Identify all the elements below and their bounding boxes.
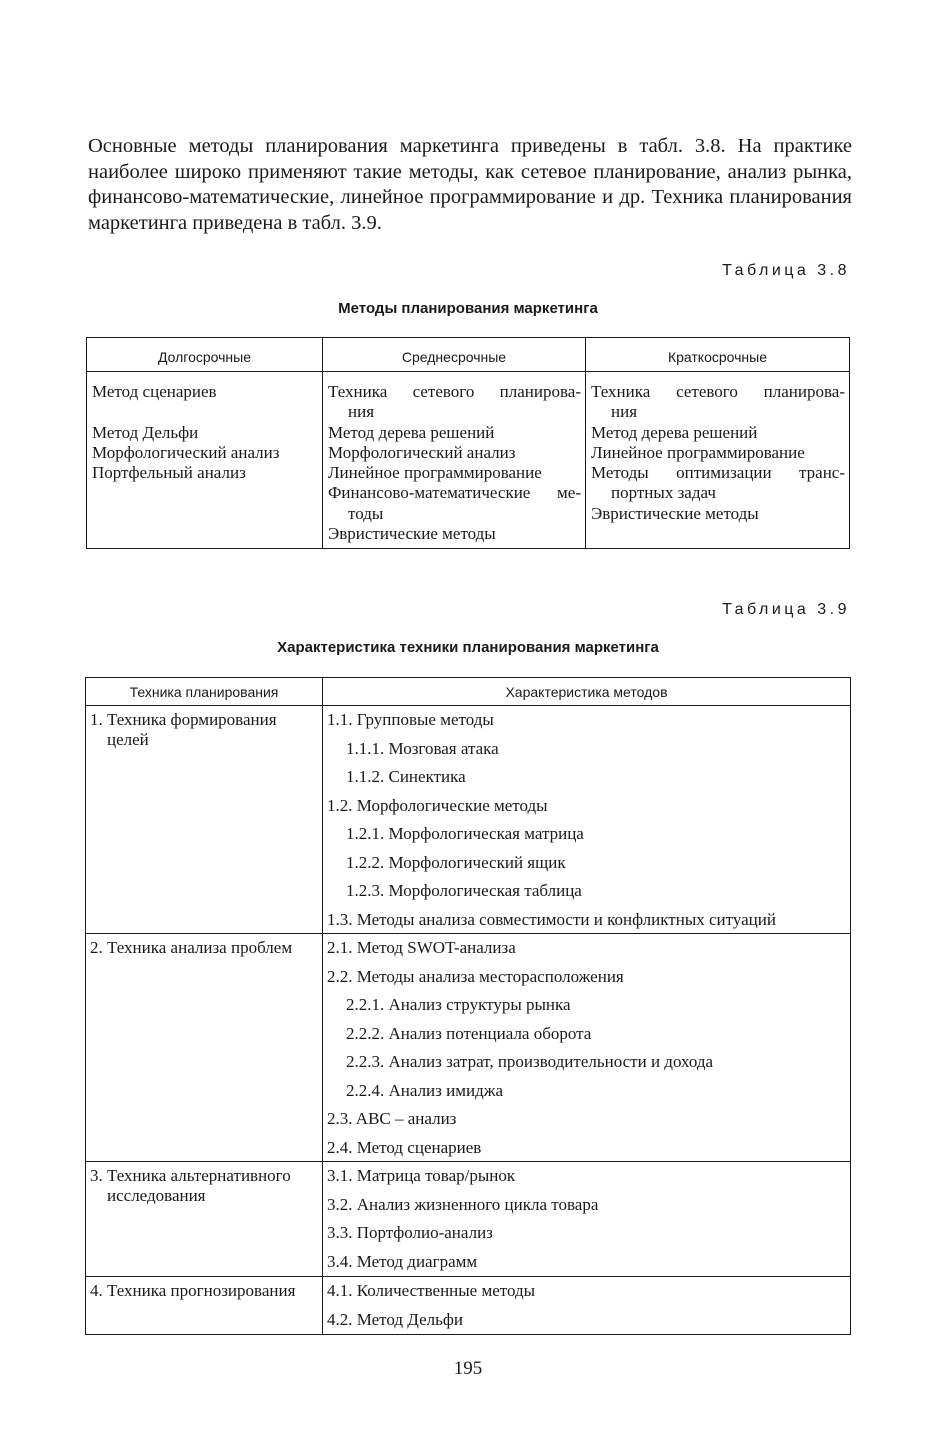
method-item: 4.1. Количественные методы bbox=[327, 1281, 536, 1300]
method-item: 1.2.1. Морфологическая матрица bbox=[346, 824, 584, 843]
method-list bbox=[327, 710, 850, 938]
cell-line: портных задач bbox=[611, 483, 716, 503]
cell-line: Морфологический анализ bbox=[92, 442, 280, 462]
cell-line: ния bbox=[348, 402, 375, 422]
method-item: 2.4. Метод сценариев bbox=[327, 1137, 482, 1157]
method-item: 2.2.3. Анализ затрат, производительности и дохода bbox=[346, 1052, 714, 1071]
column-header: Среднесрочные bbox=[323, 338, 585, 372]
method-list bbox=[327, 938, 850, 1166]
column-cell bbox=[586, 372, 849, 524]
intro-paragraph: Основные методы планирования маркетинга приведены в табл. 3.8. На практике наиболее широко применяют такие методы, как сетевое планирование, анализ рынка, финансово-математические, линейное программирование и др. Техника планирования маркетинга приведена в табл. 3.9. bbox=[88, 135, 852, 234]
table-row-group bbox=[86, 706, 850, 933]
column-cell bbox=[87, 372, 322, 483]
cell-line: Эвристические методы bbox=[591, 503, 759, 523]
method-item: 2.2.2. Анализ потенциала оборота bbox=[346, 1023, 592, 1043]
cell-line: Линейное программирование bbox=[591, 442, 805, 462]
column-mid-term bbox=[323, 338, 586, 548]
method-item: 3.1. Матрица товар/рынок bbox=[327, 1166, 516, 1185]
cell-line bbox=[92, 402, 318, 422]
method-item: 4.2. Метод Дельфи bbox=[327, 1309, 463, 1329]
table-3-8-label: Таблица 3.8 bbox=[722, 262, 850, 279]
technique-name-line: 4. Техника прогнозирования bbox=[90, 1281, 296, 1300]
method-item: 2.2.1. Анализ структуры рынка bbox=[346, 995, 571, 1014]
column-header: Техника планирования bbox=[129, 684, 279, 700]
technique-name-line: 3. Техника альтернативного bbox=[90, 1166, 291, 1185]
method-item: 3.3. Портфолио-анализ bbox=[327, 1223, 493, 1242]
cell-line: Портфельный анализ bbox=[92, 463, 246, 483]
method-item: 3.4. Метод диаграмм bbox=[327, 1251, 478, 1271]
cell-line: Техника сетевого планирова- bbox=[591, 382, 845, 401]
table-3-8 bbox=[86, 337, 850, 549]
cell-line: ния bbox=[611, 402, 638, 422]
table-3-9-caption: Характеристика техники планирования маркетинга bbox=[277, 639, 659, 656]
cell-line: Финансово-математические ме- bbox=[328, 483, 581, 503]
cell-line: Эвристические методы bbox=[328, 524, 496, 544]
column-long-term bbox=[87, 338, 323, 548]
cell-line: Методы оптимизации транс- bbox=[591, 463, 845, 483]
method-item: 1.2.2. Морфологический ящик bbox=[346, 852, 566, 872]
technique-name-line: целей bbox=[107, 730, 149, 749]
technique-name-line: 2. Техника анализа проблем bbox=[90, 938, 293, 957]
table-header bbox=[86, 678, 850, 706]
table-row-group bbox=[86, 1276, 850, 1333]
table-3-9 bbox=[85, 677, 851, 1335]
method-item: 2.2.4. Анализ имиджа bbox=[346, 1080, 504, 1100]
method-item: 3.2. Анализ жизненного цикла товара bbox=[327, 1194, 599, 1214]
method-item: 2.2. Методы анализа месторасположения bbox=[327, 966, 624, 986]
cell-line: тоды bbox=[348, 503, 384, 523]
technique-name-line: 1. Техника формирования bbox=[90, 710, 277, 729]
technique-name bbox=[90, 938, 318, 958]
method-list bbox=[327, 1281, 850, 1338]
table-row-group bbox=[86, 1161, 850, 1276]
cell-line: Техника сетевого планирова- bbox=[328, 382, 581, 401]
technique-name bbox=[90, 1281, 318, 1301]
technique-name-line: исследования bbox=[107, 1186, 206, 1205]
cell-line: Метод дерева решений bbox=[328, 422, 495, 442]
method-item: 1.2. Морфологические методы bbox=[327, 795, 548, 815]
column-short-term bbox=[586, 338, 849, 548]
table-row-group bbox=[86, 933, 850, 1161]
method-item: 2.1. Метод SWOT-анализа bbox=[327, 938, 516, 957]
cell-line: Морфологический анализ bbox=[328, 442, 516, 462]
column-header: Долгосрочные bbox=[87, 338, 322, 372]
technique-name bbox=[90, 1166, 318, 1206]
column-header: Характеристика методов bbox=[505, 684, 668, 700]
method-item: 1.1. Групповые методы bbox=[327, 710, 494, 729]
cell-line: Метод дерева решений bbox=[591, 422, 758, 442]
technique-name bbox=[90, 710, 318, 750]
method-list bbox=[327, 1166, 850, 1280]
table-3-9-label: Таблица 3.9 bbox=[722, 601, 850, 618]
cell-line: Линейное программирование bbox=[328, 463, 542, 483]
page-number: 195 bbox=[453, 1358, 483, 1379]
cell-line: Метод сценариев bbox=[92, 382, 217, 401]
method-item: 1.2.3. Морфологическая таблица bbox=[346, 881, 582, 900]
method-item: 1.3. Методы анализа совместимости и конфликтных ситуаций bbox=[327, 909, 776, 929]
table-3-8-caption: Методы планирования маркетинга bbox=[338, 300, 598, 317]
cell-line: Метод Дельфи bbox=[92, 422, 199, 442]
column-cell bbox=[323, 372, 585, 544]
column-header: Краткосрочные bbox=[586, 338, 849, 372]
method-item: 2.3. ABC – анализ bbox=[327, 1109, 457, 1128]
method-item: 1.1.1. Мозговая атака bbox=[346, 738, 499, 758]
method-item: 1.1.2. Синектика bbox=[346, 767, 466, 786]
